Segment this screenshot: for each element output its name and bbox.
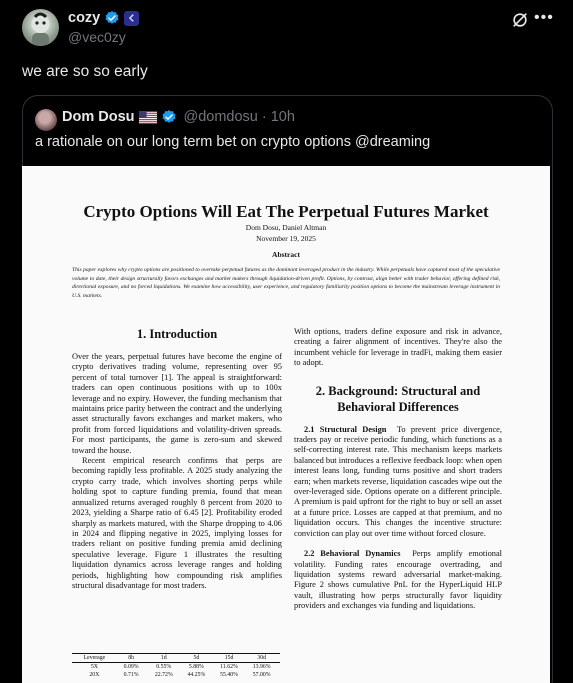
table-cell: 0.71% — [123, 672, 139, 678]
intro-paragraph-2: Recent empirical research confirms that perps are becoming rapidly less profitable. A 2025 study analyzing the crypto carry trade, which involves shorting perps while holding spot to capture funding premia, found that mean annualized returns averaged roughly 8 percent from 2020 to 2023, yielding a Sharpe ratio of 6.45 [2]. Profitability eroded sharply as markets matured, with the Sharpe dropping to 4.06 in 2024 and flipping negative in 2025, implying losses for traders reliant on positive funding premia amid declining speculative leverage. Figure 1 illustrates the resulting liquidation dynamics across leverage ranges and holding periods, highlighting how compounding risk amplifies structural disadvantage for most traders. — [72, 456, 282, 590]
paper-date: November 19, 2025 — [256, 234, 316, 243]
more-icon[interactable]: ••• — [534, 9, 554, 26]
section-2-2-heading: 2.2 Behavioral Dynamics — [304, 549, 401, 559]
table-cell: 22.72% — [154, 672, 173, 678]
flag-us-icon — [139, 111, 157, 124]
section-2-1-heading: 2.1 Structural Design — [304, 424, 387, 434]
intro-paragraph-1: Over the years, perpetual futures have become the engine of crypto derivatives trading volume, representing over 95 percent of total turnover [1]. The appeal is straightforward: traders can open continuous positions with up to 100x leverage and no expiry. However, the funding mechanism that maintains price parity between the contract and the underlying asset structurally favors exchanges and market makers, who profit from forced liquidations and volatility-driven spreads. For most participants, the game is zero-sum and skewed toward the house. — [72, 352, 282, 455]
table-header-cell: 1d — [160, 655, 167, 661]
quoted-author-line — [62, 109, 295, 125]
grok-icon[interactable] — [511, 11, 529, 29]
quoted-handle[interactable]: @domdosu — [183, 109, 258, 125]
table-row — [72, 663, 280, 671]
verified-icon — [161, 109, 177, 125]
paper-authors: Dom Dosu, Daniel Altman — [245, 223, 327, 232]
table-cell: 11.62% — [220, 664, 238, 670]
table-row — [72, 671, 280, 679]
tweet-header — [22, 8, 562, 48]
table-cell: 0.09% — [123, 664, 139, 670]
section-2-1 — [294, 425, 502, 539]
verified-icon — [104, 10, 120, 26]
quoted-time[interactable]: · 10h — [261, 109, 295, 125]
section-2-2 — [294, 549, 502, 611]
paper-image[interactable] — [22, 166, 550, 683]
table-cell: 57.00% — [252, 672, 271, 678]
table-header-cell: Leverage — [83, 655, 106, 661]
abstract-text: This paper explores why crypto options are positioned to overtake perpetual futures as the dominant leveraged product in the industry. While perpetuals have captured most of the speculative volume to date, their design structurally favors exchanges and market makers through liquidation-driven profit. Options, by contrast, align better with trader behavior, offering defined risk, directional exposure, and no forced liquidations. We examine how accessibility, user experience, and regulatory familiarity position options to become the mainstream leverage instrument in U.S. markets. — [72, 267, 500, 299]
liquidation-table — [72, 653, 280, 679]
table-cell: 13.96% — [252, 664, 271, 670]
table-cell: 20X — [89, 672, 100, 678]
table-cell: 5X — [90, 664, 98, 670]
author-display-name[interactable]: cozy — [68, 10, 101, 26]
section-2-1-text: To prevent price divergence, traders pay or receive periodic funding, which functions as a self-correcting interest rate. This mechanism keeps markets balanced but introduces a reflexive feedback loop: when open interest leans long, funding turns positive and short traders earn; when markets reverse, liquidation cascades wipe out the over-leveraged side. Options operate on a different principle. A premium is paid upfront for the right to buy or sell an asset at a future price. Losses are capped at that premium, and no liquidation occurs. This changes the incentive structure: conviction can play out over time without forced closure. — [294, 424, 502, 538]
table-header-row — [72, 654, 280, 662]
abstract-heading: Abstract — [272, 250, 300, 259]
paper-right-column — [294, 327, 502, 612]
table-header-cell: 8h — [128, 655, 135, 661]
avatar[interactable] — [22, 9, 59, 46]
right-paragraph-1: With options, traders define exposure and risk in advance, creating a fairer alignment of incentives. They're also the incumbent vehicle for leverage in tradFi, making them easier to adopt. — [294, 327, 502, 368]
tweet-text: we are so so early — [22, 63, 148, 80]
intro-heading: 1. Introduction — [136, 327, 218, 341]
table-cell: 55.40% — [220, 672, 238, 678]
author-handle[interactable]: @vec0zy — [68, 29, 126, 45]
table-cell: 44.25% — [187, 672, 206, 678]
author-name-line — [68, 10, 139, 26]
table-cell: 0.55% — [156, 664, 172, 670]
paper-left-column — [72, 326, 282, 591]
table-header-cell: 30d — [257, 655, 267, 661]
table-cell: 5.88% — [188, 664, 204, 670]
quoted-display-name[interactable]: Dom Dosu — [62, 109, 135, 125]
quoted-avatar[interactable] — [35, 109, 57, 131]
paper-title: Crypto Options Will Eat The Perpetual Futures Market — [83, 202, 489, 221]
table-header-cell: 15d — [224, 655, 234, 661]
table-header-cell: 5d — [193, 655, 200, 661]
section-2-2-text: Perps amplify emotional volatility. Funding rates encourage overtrading, and liquidation systems reward adversarial market-making. Figure 2 shows cumulative PnL for the HyperLiquid HLP vault, illustrating how perps structurally favor liquidity providers and exchanges via funding and liquidations. — [294, 549, 502, 611]
background-heading: 2. Background: Structural and Behavioral Differences — [315, 383, 481, 414]
quoted-text: a rationale on our long term bet on crypto options @dreaming — [35, 134, 431, 150]
affiliate-badge-icon[interactable] — [124, 11, 139, 26]
